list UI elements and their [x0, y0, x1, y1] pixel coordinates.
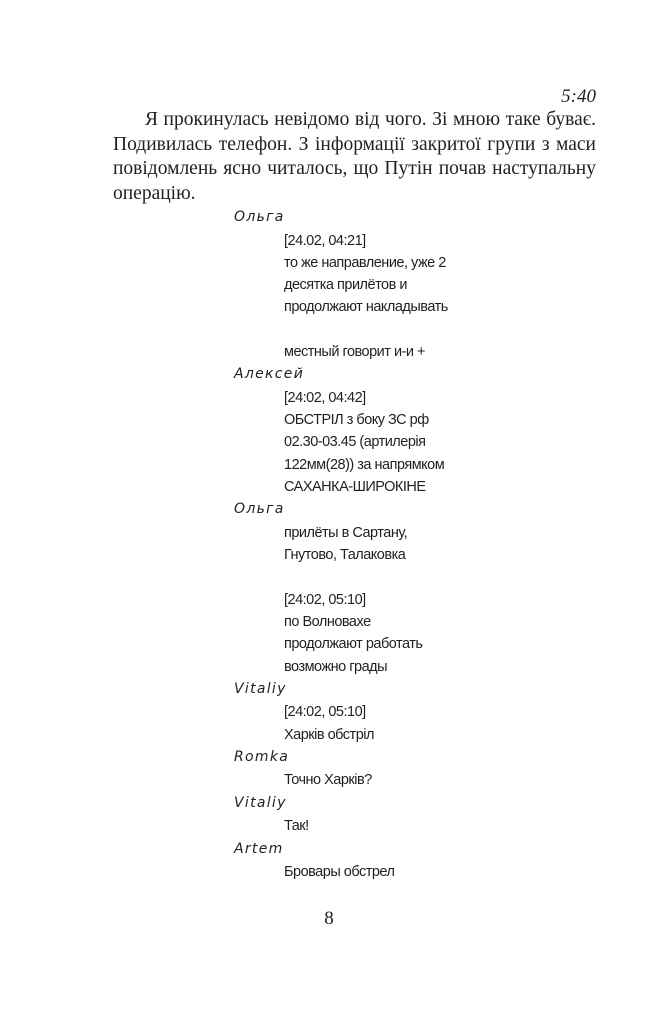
body-paragraph	[113, 108, 596, 206]
chat-log	[234, 206, 448, 883]
chat-message-line: Бровары обстрел	[284, 864, 395, 881]
chat-message-line: Точно Харків?	[284, 772, 372, 789]
paragraph-line: Я прокинулась невідомо від чого. Зі мною таке буває.	[145, 109, 596, 130]
chat-message-line: десятка прилётов и	[284, 277, 407, 294]
chat-message-line: прилёты в Сартану,	[284, 524, 408, 541]
chat-message-line: продолжают накладывать	[284, 299, 448, 316]
chat-message-line: 122мм(28)) за напрямком	[284, 456, 445, 473]
page-number: 8	[324, 908, 334, 929]
chat-message-line: Харків обстріл	[284, 726, 374, 743]
chat-sender-name: Romka	[234, 748, 290, 765]
paragraph-line: операцію.	[113, 182, 196, 204]
paragraph-line: Подивилась телефон. З інформації закритої групи з маси	[113, 133, 596, 155]
chat-message-line: [24:02, 05:10]	[284, 704, 366, 721]
chat-message-line: то же направление, уже 2	[284, 254, 446, 271]
chat-sender-name: Ольга	[234, 501, 285, 518]
chat-message-line: САХАНКА-ШИРОКІНЕ	[284, 478, 426, 495]
chat-message-line: возможно грады	[284, 658, 388, 675]
chat-message-line: продолжают работать	[284, 636, 423, 653]
time-heading: 5:40	[561, 86, 596, 107]
chat-message-line: [24:02, 05:10]	[284, 591, 366, 608]
chat-message-line: Гнутово, Талаковка	[284, 547, 406, 564]
chat-sender-name: Artem	[234, 840, 284, 857]
chat-blank-line	[284, 566, 448, 588]
chat-message-line: Так!	[284, 818, 309, 835]
paragraph-line: повідомлень ясно читалось, що Путін почав наступальну	[113, 158, 596, 179]
chat-message-line: по Волновахе	[284, 613, 371, 630]
chat-message-line: [24:02, 04:42]	[284, 389, 366, 406]
chat-sender-name: Алексей	[234, 366, 305, 383]
chat-message-line: [24.02, 04:21]	[284, 232, 366, 249]
chat-blank-line	[284, 319, 448, 341]
chat-sender-name: Vitaliy	[234, 794, 287, 811]
chat-message-line: 02.30-03.45 (артилерія	[284, 434, 426, 451]
chat-sender-name: Vitaliy	[234, 680, 287, 697]
chat-sender-name: Ольга	[234, 209, 285, 225]
chat-message-line: местный говорит и-и +	[284, 343, 425, 360]
chat-message-line: ОБСТРІЛ з боку ЗС рф	[284, 412, 429, 429]
